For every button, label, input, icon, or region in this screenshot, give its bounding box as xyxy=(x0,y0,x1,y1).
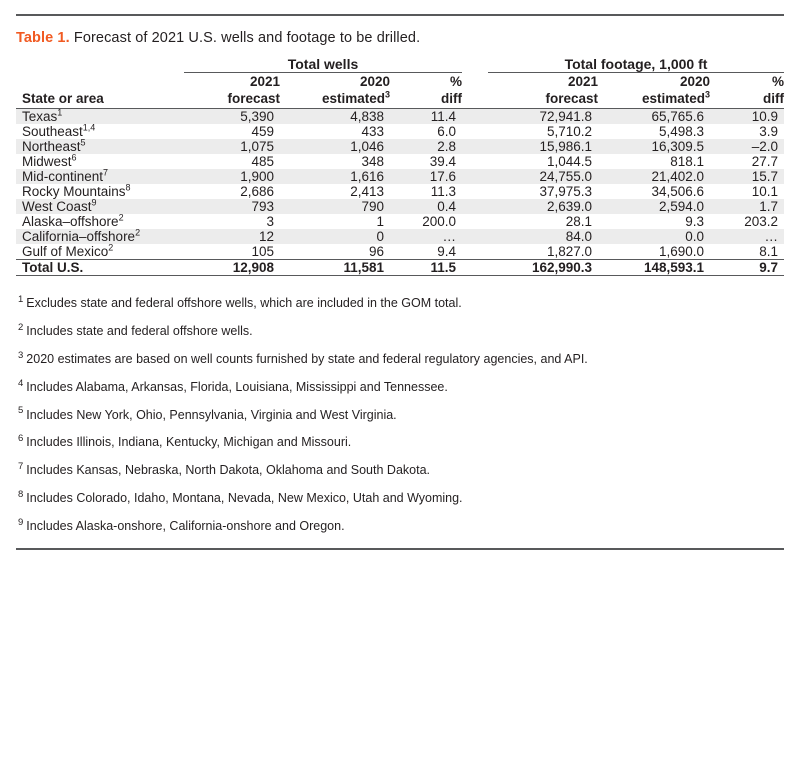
forecast-table xyxy=(16,56,784,276)
footnote-marker: 8 xyxy=(125,182,131,193)
cell-footage-2021: 5,710.2 xyxy=(546,123,592,139)
cell-wells-pct-diff: 0.4 xyxy=(390,199,462,214)
footnote-item xyxy=(18,373,784,401)
bottom-rule xyxy=(16,548,784,550)
cell-total-footage-pct-diff: 9.7 xyxy=(710,259,784,275)
table-caption xyxy=(16,16,784,56)
footnote-marker: 1 xyxy=(57,107,63,118)
footnote-item xyxy=(18,513,784,541)
footnote-marker: 1 xyxy=(18,293,24,305)
cell-wells-2021: 2,686 xyxy=(240,183,274,199)
table-row xyxy=(16,154,784,169)
cell-footage-pct-diff: 8.1 xyxy=(759,243,778,259)
group-header-total-footage: Total footage, 1,000 ft xyxy=(488,56,784,73)
cell-wells-2020: 433 xyxy=(361,123,384,139)
table-row xyxy=(16,184,784,199)
header-footage-2020-estimated: 2020 estimated$^3$ xyxy=(641,74,710,107)
cell-footage-pct-diff: 10.9 xyxy=(710,108,784,124)
cell-state: Texas$^1$ xyxy=(16,108,184,124)
cell-gap xyxy=(462,139,488,154)
cell-wells-2021: 459 xyxy=(251,123,274,139)
footnote-text: Includes Kansas, Nebraska, North Dakota, Oklahoma and South Dakota. xyxy=(26,463,430,478)
footnote-item xyxy=(18,317,784,345)
cell-footage-2020: 5,498.3 xyxy=(658,123,704,139)
header-wells-pct-diff: % diff xyxy=(441,74,462,107)
footnote-text: Includes state and federal offshore wells. xyxy=(26,323,253,338)
cell-total-wells-2021: 12,908 xyxy=(184,259,280,275)
footnotes xyxy=(16,276,784,549)
cell-wells-2021: 5,390 xyxy=(184,108,280,124)
cell-footage-2020: 0.0 xyxy=(598,229,710,244)
cell-state: Mid-continent$^7$ xyxy=(16,169,184,184)
cell-footage-2021: 84.0 xyxy=(488,229,598,244)
cell-total-footage-2021: 162,990.3 xyxy=(488,259,598,275)
cell-wells-pct-diff: 11.4 xyxy=(390,108,462,124)
cell-wells-2021: 485 xyxy=(251,153,274,169)
cell-wells-2020: 2,413 xyxy=(350,183,384,199)
footnote-marker: 9 xyxy=(91,197,97,208)
cell-wells-2021: 1,900 xyxy=(184,169,280,184)
cell-wells-2021: 105 xyxy=(251,243,274,259)
cell-wells-2021: 3 xyxy=(266,213,274,229)
cell-footage-2021: 1,827.0 xyxy=(546,243,592,259)
footnote-marker: 2 xyxy=(18,321,24,333)
group-header-blank xyxy=(16,56,184,73)
table-row xyxy=(16,124,784,139)
cell-wells-2021: 12 xyxy=(184,229,280,244)
footnote-marker: 2 xyxy=(135,227,141,238)
cell-wells-2021: 1,075 xyxy=(184,139,280,154)
cell-footage-pct-diff: 27.7 xyxy=(751,153,778,169)
cell-wells-2020: 96 xyxy=(368,243,384,259)
footnote-item xyxy=(18,429,784,457)
cell-total-label: Total U.S. xyxy=(16,259,184,275)
cell-wells-2020: 1,046 xyxy=(280,139,390,154)
table-row xyxy=(16,199,784,214)
cell-footage-2020: 34,506.6 xyxy=(651,183,704,199)
cell-footage-2020: 16,309.5 xyxy=(598,139,710,154)
cell-total-wells-pct-diff: 11.5 xyxy=(390,259,462,275)
footnote-marker: 5 xyxy=(80,137,86,148)
cell-gap xyxy=(462,169,488,184)
caption-label: Table 1. xyxy=(16,30,70,46)
cell-state: Gulf of Mexico$^2$ xyxy=(22,242,114,259)
table-row xyxy=(16,229,784,244)
cell-state: Southeast$^{1,4}$ xyxy=(22,122,96,139)
cell-footage-2021: 15,986.1 xyxy=(488,139,598,154)
cell-state: Midwest$^6$ xyxy=(22,152,77,169)
cell-wells-pct-diff: 9.4 xyxy=(437,243,456,259)
cell-wells-2020: 790 xyxy=(280,199,390,214)
table-row xyxy=(16,244,784,260)
table-page xyxy=(0,14,800,760)
cell-wells-2020: 4,838 xyxy=(280,108,390,124)
cell-gap xyxy=(462,124,488,139)
header-gap xyxy=(462,73,488,108)
footnote-marker: 7 xyxy=(18,461,24,473)
table-row xyxy=(16,169,784,184)
cell-wells-pct-diff: 11.3 xyxy=(430,183,456,199)
footnote-text: Includes Alabama, Arkansas, Florida, Louisiana, Mississippi and Tennessee. xyxy=(26,379,448,394)
column-header-row xyxy=(16,73,784,108)
cell-wells-pct-diff: 200.0 xyxy=(422,213,456,229)
header-footage-2021-forecast: 2021 forecast xyxy=(545,74,598,107)
header-wells-2021-forecast: 2021 forecast xyxy=(227,74,280,107)
footnote-marker: 3 xyxy=(18,349,24,361)
cell-footage-2021: 1,044.5 xyxy=(546,153,592,169)
group-header-total-wells: Total wells xyxy=(184,56,462,73)
cell-footage-2020: 1,690.0 xyxy=(658,243,704,259)
cell-state: Rocky Mountains$^8$ xyxy=(22,182,131,199)
cell-gap xyxy=(462,244,488,260)
footnote-item xyxy=(18,401,784,429)
cell-wells-2020: 348 xyxy=(361,153,384,169)
footnote-marker: 6 xyxy=(18,433,24,445)
cell-footage-pct-diff: 203.2 xyxy=(744,213,778,229)
cell-wells-2020: 1 xyxy=(376,213,384,229)
cell-footage-2021: 2,639.0 xyxy=(488,199,598,214)
header-footage-pct-diff: % diff xyxy=(763,74,784,107)
cell-footage-2020: 21,402.0 xyxy=(598,169,710,184)
group-header-row xyxy=(16,56,784,73)
footnote-marker: 7 xyxy=(103,167,109,178)
footnote-marker: 4 xyxy=(18,377,24,389)
group-header-gap xyxy=(462,56,488,73)
cell-wells-pct-diff: 39.4 xyxy=(429,153,456,169)
cell-footage-pct-diff: 3.9 xyxy=(759,123,778,139)
footnote-marker: 2 xyxy=(118,212,124,223)
cell-footage-2020: 65,765.6 xyxy=(598,108,710,124)
table-row xyxy=(16,214,784,229)
cell-total-footage-2020: 148,593.1 xyxy=(598,259,710,275)
footnote-item xyxy=(18,485,784,513)
cell-wells-2021: 793 xyxy=(184,199,280,214)
cell-wells-2020: 1,616 xyxy=(280,169,390,184)
footnote-marker: 6 xyxy=(71,152,77,163)
table-total-row xyxy=(16,259,784,275)
footnote-text: 2020 estimates are based on well counts furnished by state and federal regulatory agencies, and API. xyxy=(26,351,588,366)
footnote-text: Includes Illinois, Indiana, Kentucky, Michigan and Missouri. xyxy=(26,435,352,450)
cell-wells-pct-diff: 17.6 xyxy=(390,169,462,184)
footnote-marker: 5 xyxy=(18,405,24,417)
cell-state: Alaska–offshore$^2$ xyxy=(22,212,124,229)
cell-wells-pct-diff: 2.8 xyxy=(390,139,462,154)
cell-footage-2021: 72,941.8 xyxy=(488,108,598,124)
cell-gap xyxy=(462,199,488,214)
footnote-item xyxy=(18,457,784,485)
cell-state: California–offshore$^2$ xyxy=(16,229,184,244)
header-state-or-area: State or area xyxy=(22,91,104,107)
footnote-item xyxy=(18,345,784,373)
cell-gap xyxy=(462,154,488,169)
cell-state: West Coast$^9$ xyxy=(16,199,184,214)
footnote-marker: 1,4 xyxy=(82,122,96,133)
footnote-marker: 3 xyxy=(384,89,390,100)
cell-footage-pct-diff: –2.0 xyxy=(710,139,784,154)
cell-wells-2020: 0 xyxy=(280,229,390,244)
cell-footage-pct-diff: 1.7 xyxy=(710,199,784,214)
footnote-marker: 8 xyxy=(18,489,24,500)
cell-gap xyxy=(462,259,488,275)
caption-text: Forecast of 2021 U.S. wells and footage to be drilled. xyxy=(73,30,421,46)
cell-state: Northeast$^5$ xyxy=(16,139,184,154)
cell-footage-2021: 28.1 xyxy=(565,213,592,229)
table-row xyxy=(16,139,784,154)
cell-wells-pct-diff: … xyxy=(390,229,462,244)
cell-gap xyxy=(462,184,488,199)
cell-gap xyxy=(462,108,488,124)
header-wells-2020-estimated: 2020 estimated$^3$ xyxy=(321,74,390,107)
cell-footage-2021: 24,755.0 xyxy=(488,169,598,184)
cell-footage-2021: 37,975.3 xyxy=(539,183,592,199)
table-body xyxy=(16,108,784,275)
footnote-marker: 3 xyxy=(704,89,710,100)
cell-footage-pct-diff: 15.7 xyxy=(710,169,784,184)
cell-footage-2020: 2,594.0 xyxy=(598,199,710,214)
cell-total-wells-2020: 11,581 xyxy=(280,259,390,275)
cell-footage-pct-diff: … xyxy=(710,229,784,244)
cell-gap xyxy=(462,214,488,229)
table-row xyxy=(16,108,784,124)
cell-footage-2020: 9.3 xyxy=(685,213,704,229)
cell-gap xyxy=(462,229,488,244)
footnote-text: Includes Colorado, Idaho, Montana, Nevada, New Mexico, Utah and Wyoming. xyxy=(26,491,463,506)
cell-wells-pct-diff: 6.0 xyxy=(437,123,456,139)
footnote-text: Includes New York, Ohio, Pennsylvania, Virginia and West Virginia. xyxy=(26,407,397,422)
footnote-text: Excludes state and federal offshore wells, which are included in the GOM total. xyxy=(26,296,462,311)
cell-footage-2020: 818.1 xyxy=(670,153,704,169)
cell-footage-pct-diff: 10.1 xyxy=(751,183,778,199)
footnote-text: Includes Alaska-onshore, California-onshore and Oregon. xyxy=(26,519,345,534)
footnote-marker: 2 xyxy=(108,242,114,253)
footnote-item xyxy=(18,290,784,318)
footnote-marker: 9 xyxy=(18,516,24,528)
